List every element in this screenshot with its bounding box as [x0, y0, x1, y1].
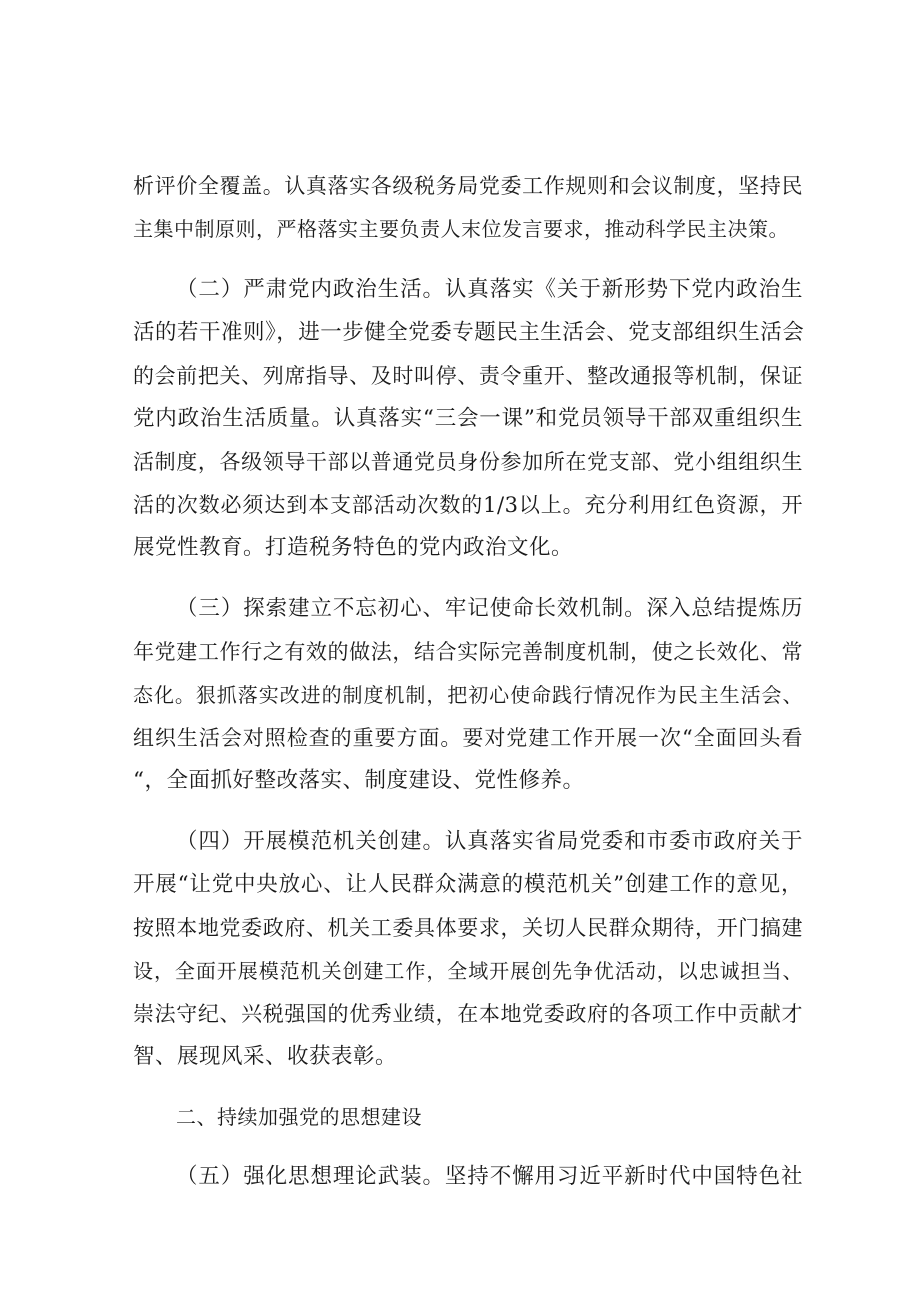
- paragraph-3-line-2: 年党建工作行之有效的做法，结合实际完善制度机制，使之长效化、常: [133, 640, 803, 664]
- paragraph-4-line-6: 智、展现风采、收获表彰。: [133, 1044, 398, 1069]
- paragraph-1-line-1: 析评价全覆盖。认真落实各级税务局党委工作规则和会议制度，坚持民: [133, 174, 803, 198]
- paragraph-2-line-7: 展党性教育。打造税务特色的党内政治文化。: [133, 535, 574, 560]
- paragraph-2-line-6: 活的次数必须达到本支部活动次数的1/3以上。充分利用红色资源，开: [133, 493, 803, 517]
- paragraph-2-line-1: （二）严肃党内政治生活。认真落实《关于新形势下党内政治生: [176, 277, 803, 302]
- paragraph-2-line-3: 的会前把关、列席指导、及时叫停、责令重开、整改通报等机制，保证: [133, 364, 803, 388]
- paragraph-4-line-4: 设，全面开展模范机关创建工作，全域开展创先争优活动，以忠诚担当、: [133, 959, 803, 983]
- paragraph-3-line-3: 态化。狠抓落实改进的制度机制，把初心使命践行情况作为民主生活会、: [133, 683, 803, 707]
- paragraph-4-line-2: 开展“让党中央放心、让人民群众满意的模范机关”创建工作的意见，: [133, 872, 803, 897]
- paragraph-3-line-1: （三）探索建立不忘初心、牢记使命长效机制。深入总结提炼历: [176, 596, 803, 621]
- paragraph-4-line-5: 崇法守纪、兴税强国的优秀业绩，在本地党委政府的各项工作中贡献才: [133, 1002, 803, 1026]
- paragraph-2-line-2: 活的若干准则》，进一步健全党委专题民主生活会、党支部组织生活会: [133, 320, 805, 345]
- paragraph-1-line-2: 主集中制原则，严格落实主要负责人末位发言要求，推动科学民主决策。: [133, 217, 789, 241]
- paragraph-3-line-5: “，全面抓好整改落实、制度建设、党性修养。: [133, 768, 585, 793]
- paragraph-3-line-4: 组织生活会对照检查的重要方面。要对党建工作开展一次“全面回头看: [133, 726, 803, 750]
- paragraph-2-line-4: 党内政治生活质量。认真落实“三会一课”和党员领导干部双重组织生: [133, 406, 803, 431]
- paragraph-4-line-3: 按照本地党委政府、机关工委具体要求，关切人民群众期待，开门搞建: [133, 916, 803, 940]
- paragraph-5-line-1: （五）强化思想理论武装。坚持不懈用习近平新时代中国特色社: [176, 1164, 803, 1189]
- paragraph-4-line-1: （四）开展模范机关创建。认真落实省局党委和市委市政府关于: [176, 829, 803, 854]
- section-heading: 二、持续加强党的思想建设: [176, 1105, 422, 1129]
- paragraph-2-line-5: 活制度，各级领导干部以普通党员身份参加所在党支部、党小组组织生: [133, 450, 803, 474]
